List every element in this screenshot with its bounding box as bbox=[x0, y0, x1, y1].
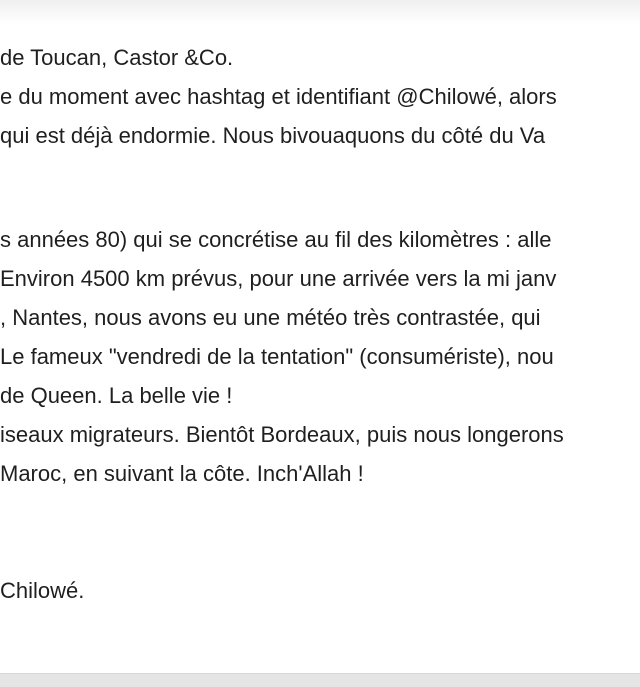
text-line: de Toucan, Castor &Co. bbox=[0, 45, 234, 70]
text-line: , Nantes, nous avons eu une météo très contrastée, qui bbox=[0, 305, 541, 330]
text-line: Le fameux "vendredi de la tentation" (consumériste), nou bbox=[0, 344, 554, 369]
text-line: de Queen. La belle vie ! bbox=[0, 383, 233, 408]
text-line: e du moment avec hashtag et identifiant @Chilowé, alors bbox=[0, 84, 557, 109]
text-line: iseaux migrateurs. Bientôt Bordeaux, puis nous longerons bbox=[0, 422, 564, 447]
text-line: Environ 4500 km prévus, pour une arrivée vers la mi janv bbox=[0, 266, 557, 291]
horizontal-scrollbar[interactable] bbox=[0, 673, 640, 687]
text-line: s années 80) qui se concrétise au fil des kilomètres : alle bbox=[0, 227, 552, 252]
signature-line: Chilowé. bbox=[0, 578, 85, 603]
text-line: qui est déjà endormie. Nous bivouaquons du côté du Va bbox=[0, 123, 546, 148]
text-line: Maroc, en suivant la côte. Inch'Allah ! bbox=[0, 461, 364, 486]
page-top-shadow bbox=[0, 0, 640, 24]
